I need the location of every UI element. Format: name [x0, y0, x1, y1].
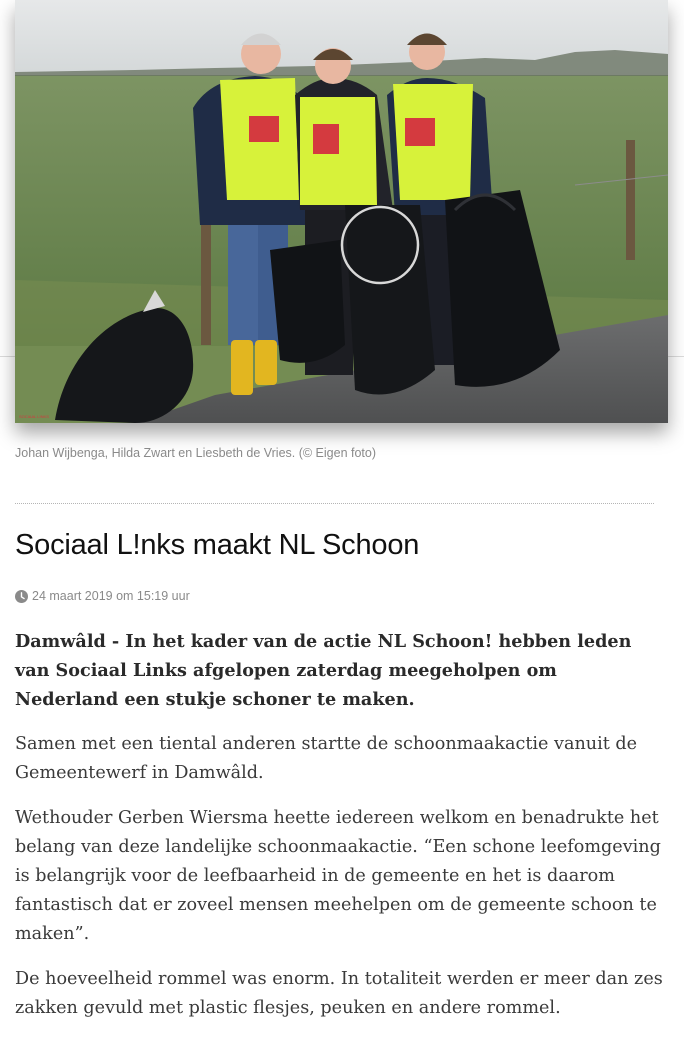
section-rule-right	[668, 356, 684, 357]
article-title: Sociaal L!nks maakt NL Schoon	[15, 529, 420, 561]
section-rule-left	[0, 356, 15, 357]
article-lead: Damwâld - In het kader van de actie NL Schoon! hebben leden van Sociaal Links afgelopen zaterdag meegeholpen om Nederland een stukje schoner te maken.	[15, 631, 632, 710]
article-date: 24 maart 2019 om 15:19 uur	[32, 589, 190, 603]
photo-caption: Johan Wijbenga, Hilda Zwart en Liesbeth de Vries. (© Eigen foto)	[15, 446, 377, 460]
article-paragraph: De hoeveelheid rommel was enorm. In totaliteit werden er meer dan zes zakken gevuld met plastic flesjes, peuken en andere rommel.	[15, 969, 663, 1018]
vest-logo-text: SOCIAAL LINKS	[19, 414, 49, 419]
article-paragraph: Wethouder Gerben Wiersma heette iedereen welkom en benadrukte het belang van deze landelijke schoonmaakactie. “Een schone leefomgeving is belangrijk voor de leefbaarheid in de gemeente en het is daarom fantastisch dat er zoveel mensen meehelpen om de gemeente schoon te maken”.	[15, 808, 661, 944]
photo-illustration	[15, 0, 668, 423]
article-meta	[15, 589, 190, 603]
article-photo[interactable]	[15, 0, 668, 423]
article-body	[15, 627, 665, 1039]
dotted-divider	[15, 503, 654, 504]
article-paragraph: Samen met een tiental anderen startte de schoonmaakactie vanuit de Gemeentewerf in Damwâld.	[15, 734, 638, 783]
clock-icon	[15, 590, 28, 603]
